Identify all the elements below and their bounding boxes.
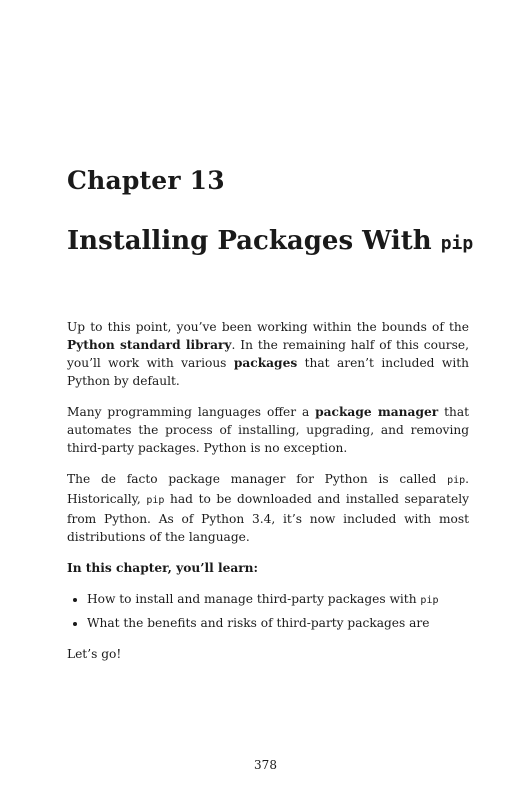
page-number: 378	[254, 758, 277, 772]
bold-term: packages	[233, 356, 298, 370]
text-span: that automates the process of installing, upgrading, and removing third-party packages. Python is no exception.	[67, 405, 469, 455]
chapter-title-text: Installing Packages With	[67, 226, 441, 256]
learn-heading	[67, 559, 469, 577]
inline-code: pip	[447, 475, 466, 486]
intro-paragraph-2	[67, 403, 469, 457]
text-span: Up to this point, you’ve been working within the bounds of the	[67, 320, 469, 334]
text-span: Many programming languages offer a	[67, 405, 316, 419]
closing-line: Let’s go!	[67, 647, 122, 661]
chapter-intro	[67, 318, 469, 676]
learn-list	[67, 590, 469, 632]
chapter-title	[67, 226, 473, 256]
inline-code: pip	[146, 495, 165, 506]
text-span: . Historically,	[67, 472, 469, 506]
text-span: The de facto package manager for Python is called	[67, 472, 448, 486]
list-item-text: What the benefits and risks of third-party packages are	[87, 616, 430, 630]
learn-list-item	[87, 590, 469, 610]
bold-term: package manager	[315, 405, 439, 419]
text-span: that aren’t included with Python by default.	[67, 356, 469, 388]
chapter-title-code: pip	[440, 233, 474, 254]
inline-code: pip	[420, 595, 439, 606]
intro-paragraph-3	[67, 470, 469, 546]
learn-list-item	[87, 614, 469, 632]
text-span: had to be downloaded and installed separately from Python. As of Python 3.4, it’s now included with most distributions of the language.	[67, 492, 469, 544]
bold-term: Python standard library	[67, 338, 232, 352]
list-item-text: How to install and manage third-party packages with	[87, 592, 421, 606]
text-span: . In the remaining half of this course, you’ll work with various	[67, 338, 469, 370]
chapter-number: Chapter 13	[67, 166, 225, 195]
learn-heading-text: In this chapter, you’ll learn:	[67, 561, 259, 575]
intro-paragraph-1	[67, 318, 469, 390]
